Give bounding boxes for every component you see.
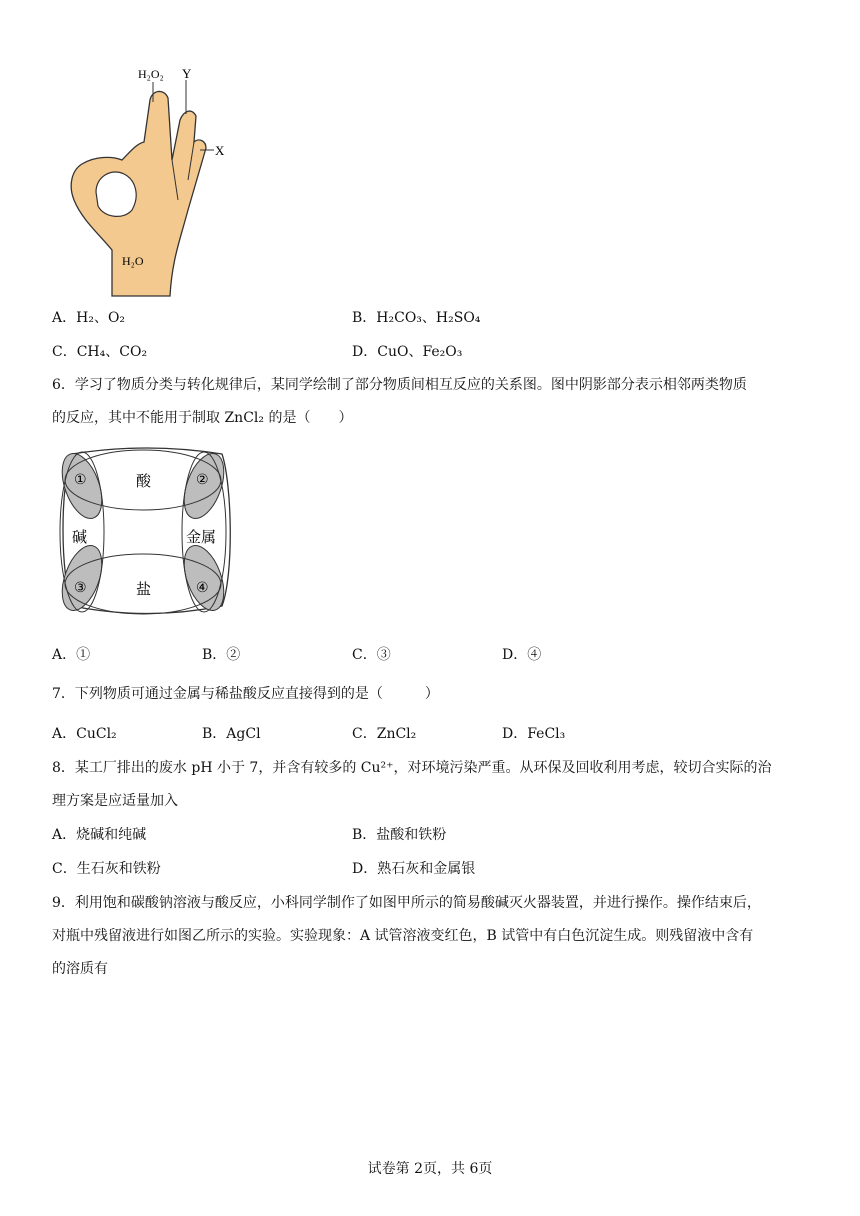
q9-stem-line2: 对瓶中残留液进行如图乙所示的实验。实验现象：A 试管溶液变红色，B 试管中有白色沉淀生成。则残留液中含有 <box>52 928 754 944</box>
q7-option-c[interactable]: C．ZnCl₂ <box>352 726 417 742</box>
hand-figure <box>60 60 250 300</box>
shade-3 <box>54 540 109 616</box>
label-metal: 金属 <box>186 528 217 546</box>
q8-option-b[interactable]: B．盐酸和铁粉 <box>352 827 447 843</box>
q5-option-c[interactable]: C．CH₄、CO₂ <box>52 344 148 360</box>
q7-option-d[interactable]: D．FeCl₃ <box>502 726 566 742</box>
q9-stem-line3: 的溶质有 <box>52 961 108 977</box>
q6-option-c[interactable]: C．③ <box>352 647 391 663</box>
label-c4: ④ <box>196 580 209 596</box>
q6-stem-line2: 的反应，其中不能用于制取 ZnCl₂ 的是（ ） <box>52 410 353 426</box>
label-acid: 酸 <box>136 472 152 490</box>
q6-option-d[interactable]: D．④ <box>502 647 542 663</box>
label-c1: ① <box>74 472 87 488</box>
q7-stem: 7．下列物质可通过金属与稀盐酸反应直接得到的是（ ） <box>52 686 439 702</box>
label-c3: ③ <box>74 580 87 596</box>
label-x: X <box>215 143 225 158</box>
label-salt: 盐 <box>136 580 152 598</box>
label-c2: ② <box>196 472 209 488</box>
label-y: Y <box>182 66 192 81</box>
q6-option-a[interactable]: A．① <box>52 647 91 663</box>
q5-option-d[interactable]: D．CuO、Fe₂O₃ <box>352 344 463 360</box>
q8-option-d[interactable]: D．熟石灰和金属银 <box>352 861 476 877</box>
label-base: 碱 <box>72 528 88 546</box>
q8-stem-line2: 理方案是应适量加入 <box>52 793 178 809</box>
q8-option-a[interactable]: A．烧碱和纯碱 <box>52 827 147 843</box>
q6-relation-diagram <box>52 444 242 618</box>
q8-stem-line1: 8．某工厂排出的废水 pH 小于 7，并含有较多的 Cu²⁺，对环境污染严重。从环保及回收利用考虑，较切合实际的治 <box>52 760 772 776</box>
q8-option-c[interactable]: C．生石灰和铁粉 <box>52 861 161 877</box>
q6-option-b[interactable]: B．② <box>202 647 241 663</box>
label-h2o: H₂O <box>122 254 144 268</box>
label-h2o2: H₂O₂ <box>138 67 164 81</box>
shade-4 <box>176 540 231 616</box>
q7-option-b[interactable]: B．AgCl <box>202 726 261 742</box>
q5-option-a[interactable]: A．H₂、O₂ <box>52 310 126 326</box>
q9-stem-line1: 9．利用饱和碳酸钠溶液与酸反应，小科同学制作了如图甲所示的简易酸碱灭火器装置，并进行操作。操作结束后， <box>52 895 761 911</box>
hand-ring-hole <box>96 172 136 216</box>
q6-stem-line1: 6．学习了物质分类与转化规律后，某同学绘制了部分物质间相互反应的关系图。图中阴影部分表示相邻两类物质 <box>52 377 747 393</box>
q5-option-b[interactable]: B．H₂CO₃、H₂SO₄ <box>352 310 481 326</box>
q7-option-a[interactable]: A．CuCl₂ <box>52 726 117 742</box>
page-footer: 试卷第 2页，共 6页 <box>367 1161 493 1177</box>
